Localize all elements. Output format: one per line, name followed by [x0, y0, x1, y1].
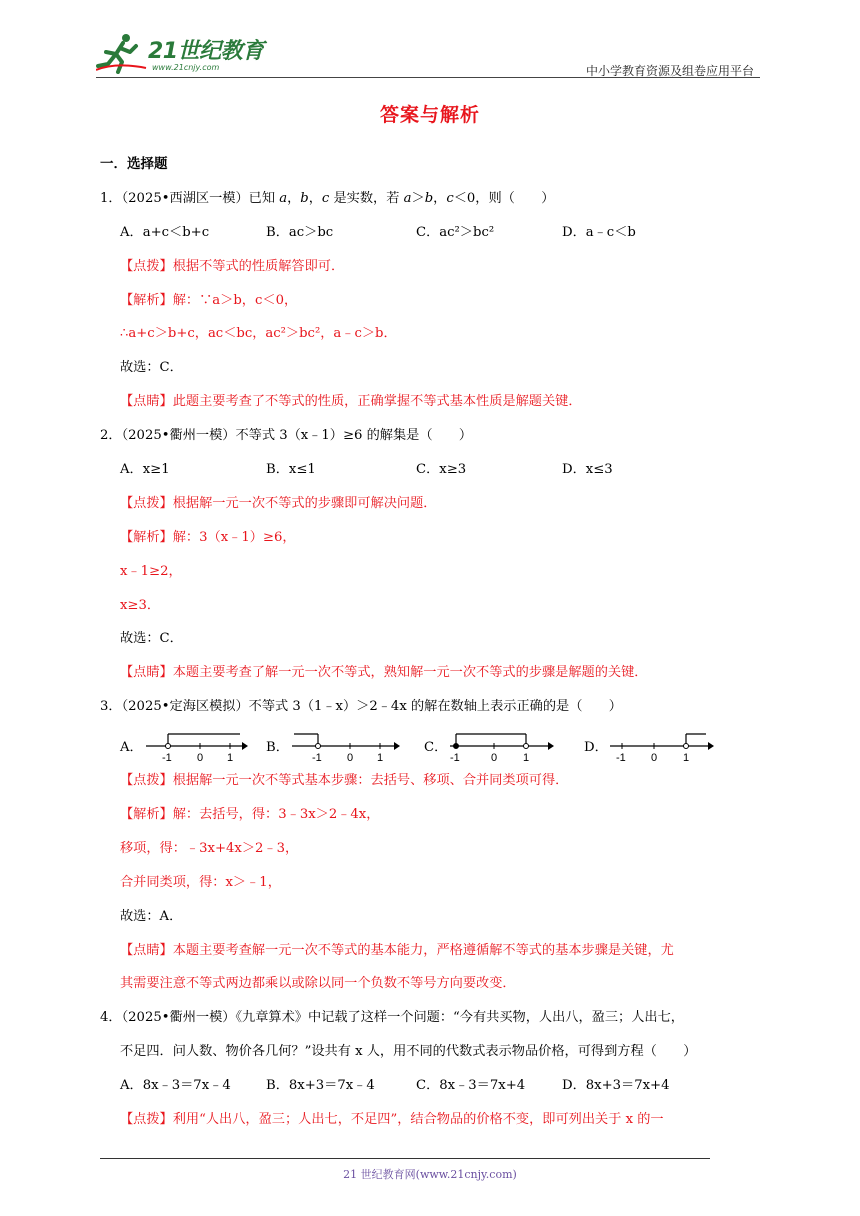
q4-hint [100, 1103, 770, 1137]
tick-label: -1 [312, 752, 322, 765]
q1-stem-part: ， [433, 190, 447, 206]
q3-hint [100, 764, 770, 798]
hint-tag: 【点拨】 [120, 258, 173, 274]
q2-answer: 故选：C． [120, 631, 183, 647]
question-4-stem: 4．（2025•衢州一模）《九章算术》中记载了这样一个问题：“今有共买物，人出八，盈三；人出七， [100, 1010, 684, 1026]
q4-option-c: C．8x﹣3＝7x+4 [416, 1078, 526, 1094]
question-4-options [100, 1069, 770, 1103]
q2-option-b: B．x≤1 [266, 462, 316, 478]
q1-analysis [100, 284, 770, 318]
q1-option-a: A．a+c＜b+c [120, 224, 210, 240]
tick-label: 1 [683, 752, 690, 765]
q3-answer: 故选：A． [120, 908, 183, 924]
tick-label: 0 [491, 752, 498, 765]
question-3-stem: 3．（2025•定海区模拟）不等式 3（1﹣x）＞2﹣4x 的解在数轴上表示正确的是（ ） [100, 699, 622, 715]
footer-text: 21 世纪教育网(www.21cnjy.com) [343, 1168, 517, 1181]
q1-stem-part: 是实数，若 [329, 190, 404, 206]
hint-text: 根据解一元一次不等式基本步骤：去括号、移项、合并同类项可得． [172, 773, 569, 789]
document-body [100, 148, 770, 1137]
hint-text: 根据解一元一次不等式的步骤即可解决问题． [172, 495, 437, 511]
q1-stem-part: ， [308, 190, 322, 206]
tick-label: 0 [347, 752, 354, 765]
q1-stem-var: b [424, 190, 434, 206]
q3-number-line-b [290, 730, 400, 764]
tick-label: 1 [227, 752, 234, 765]
q1-stem-var: a [279, 190, 288, 206]
q3-option-a-label: A． [120, 740, 143, 756]
q1-answer: 故选：C． [120, 360, 183, 376]
hint-tag: 【点拨】 [120, 773, 173, 789]
question-1-options [100, 216, 770, 250]
q3-number-line-c [448, 730, 554, 764]
question-3-options [100, 724, 770, 764]
analysis-tag: 【解析】 [120, 807, 173, 823]
q1-option-b: B．ac＞bc [266, 224, 334, 240]
hint-text: 根据不等式的性质解答即可． [172, 258, 345, 274]
header-rule [96, 77, 760, 78]
q2-hint [100, 487, 770, 521]
review-text: 此题主要考查了不等式的性质，正确掌握不等式基本性质是解题关键． [172, 394, 582, 410]
q4-option-a: A．8x﹣3＝7x﹣4 [120, 1078, 231, 1094]
q2-review [100, 656, 770, 690]
tick-label: -1 [450, 752, 460, 765]
q3-number-line-d [608, 730, 714, 764]
q1-stem-var: a [403, 190, 412, 206]
q3-option-b-label: B． [266, 740, 289, 756]
q1-stem-var: b [300, 190, 309, 206]
q4-option-b: B．8x+3＝7x﹣4 [266, 1078, 375, 1094]
q1-option-d: D．a﹣c＜b [562, 224, 636, 240]
q3-option-d-label: D． [584, 740, 608, 756]
review-tag: 【点睛】 [120, 665, 173, 681]
hint-tag: 【点拨】 [120, 1112, 173, 1128]
analysis-text: 解：去括号，得：3﹣3x＞2﹣4x， [172, 807, 380, 823]
platform-name: 中小学教育资源及组卷应用平台 [585, 64, 754, 78]
q3-number-line-a [144, 730, 248, 764]
q1-stem-part: 1．（2025•西湖区一模）已知 [100, 190, 280, 206]
q1-analysis-step: ∴a+c＞b+c，ac＜bc，ac²＞bc²，a﹣c＞b． [120, 326, 397, 342]
logo-url: www.21cnjy.com [152, 63, 220, 72]
hint-tag: 【点拨】 [120, 495, 173, 511]
q1-option-c: C．ac²＞bc² [416, 224, 495, 240]
q1-stem-var: c [446, 190, 454, 206]
page-title: 答案与解析 [379, 104, 480, 126]
question-4-stem-cont: 不足四．问人数、物价各几何？”设共有 x 人，用不同的代数式表示物品价格，可得到方程（ ） [120, 1044, 697, 1060]
tick-label: 0 [197, 752, 204, 765]
analysis-text: 解：3（x﹣1）≥6， [172, 529, 296, 545]
q3-analysis-step: 移项，得：﹣3x+4x＞2﹣3， [120, 840, 299, 856]
question-1-stem [100, 182, 770, 216]
q2-option-d: D．x≤3 [562, 462, 613, 478]
runner-logo-icon [96, 32, 148, 74]
q3-analysis [100, 798, 770, 832]
review-tag: 【点睛】 [120, 942, 173, 958]
footer-rule [100, 1158, 710, 1159]
q1-stem-part: ＞ [411, 190, 425, 206]
review-text: 本题主要考查解一元一次不等式的基本能力，严格遵循解不等式的基本步骤是关键，尤 [172, 942, 674, 958]
q3-option-c-label: C． [424, 740, 448, 756]
q2-option-c: C．x≥3 [416, 462, 467, 478]
q2-analysis-step: x﹣1≥2， [120, 563, 182, 579]
tick-label: 1 [377, 752, 384, 765]
logo-text: 21世纪教育 [148, 39, 264, 64]
question-2-options [100, 453, 770, 487]
q2-analysis [100, 521, 770, 555]
q2-analysis-step: x≥3． [120, 597, 161, 613]
analysis-tag: 【解析】 [120, 529, 173, 545]
q1-stem-part: ， [287, 190, 301, 206]
tick-label: 0 [651, 752, 658, 765]
review-tag: 【点睛】 [120, 394, 173, 410]
q3-analysis-step: 合并同类项，得：x＞﹣1， [120, 874, 281, 890]
logo [96, 30, 286, 76]
q1-hint [100, 250, 770, 284]
q3-review-cont: 其需要注意不等式两边都乘以或除以同一个负数不等号方向要改变． [120, 976, 516, 992]
tick-label: 1 [523, 752, 530, 765]
q1-review [100, 385, 770, 419]
review-text: 本题主要考查了解一元一次不等式，熟知解一元一次不等式的步骤是解题的关键． [172, 665, 648, 681]
tick-label: -1 [616, 752, 626, 765]
q3-review [100, 934, 770, 968]
hint-text: 利用“人出八，盈三；人出七，不足四”，结合物品的价格不变，即可列出关于 x 的一 [172, 1112, 664, 1128]
q2-option-a: A．x≥1 [120, 462, 170, 478]
q1-stem-part: ＜0，则（ ） [453, 190, 555, 206]
q4-option-d: D．8x+3＝7x+4 [562, 1078, 670, 1094]
q1-stem-var: c [321, 190, 330, 206]
page-header [96, 30, 760, 78]
analysis-text: 解：∵a＞b，c＜0， [172, 292, 298, 308]
tick-label: -1 [162, 752, 172, 765]
analysis-tag: 【解析】 [120, 292, 173, 308]
section-heading: 一．选择题 [100, 156, 168, 172]
question-2-stem: 2．（2025•衢州一模）不等式 3（x﹣1）≥6 的解集是（ ） [100, 428, 473, 444]
